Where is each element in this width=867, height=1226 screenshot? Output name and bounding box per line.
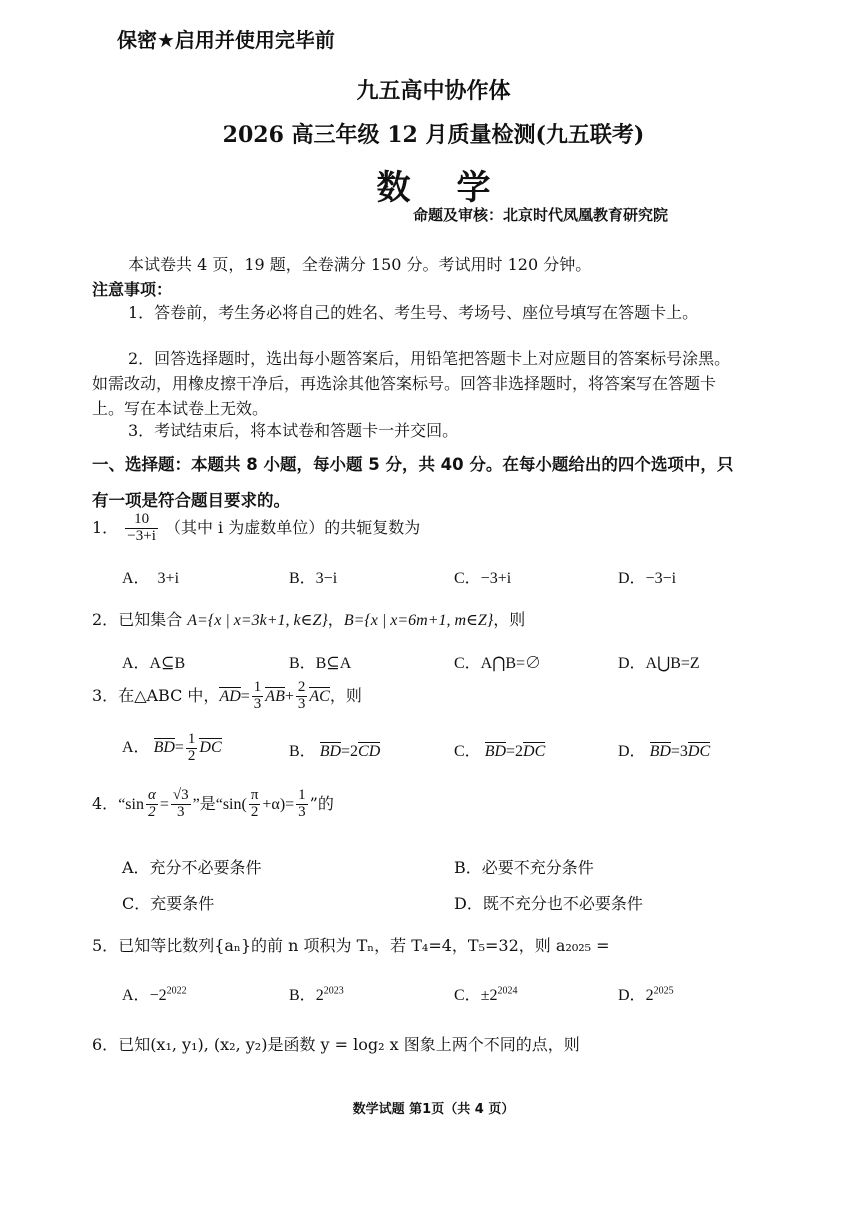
- option-label: C．: [454, 743, 481, 760]
- confidential-label: 保密★启用并使用完毕前: [117, 28, 335, 52]
- option-a: [122, 982, 187, 1005]
- fraction: [125, 512, 158, 545]
- question-6: [92, 1032, 580, 1055]
- option-c: C．充要条件: [122, 894, 215, 913]
- fraction-numerator: α: [147, 787, 156, 803]
- question-number: 1．: [92, 517, 119, 537]
- note-item: 1．答卷前，考生务必将自己的姓名、考生号、考场号、座位号填写在答题卡上。: [128, 303, 699, 322]
- equals: =: [174, 738, 184, 756]
- fraction: [296, 788, 308, 821]
- fraction-denominator: 2: [250, 803, 259, 820]
- question-text-tail: ，则: [329, 685, 362, 705]
- option-d: D．−3−i: [618, 570, 677, 587]
- fraction-denominator: 2: [148, 803, 156, 820]
- option-exponent: 2023: [323, 985, 344, 997]
- fraction-denominator: 3: [297, 695, 306, 712]
- vector-dc: DC: [199, 738, 222, 756]
- page-footer: 数学试题 第1页（共 4 页）: [352, 1102, 515, 1117]
- option-label: D．: [618, 743, 646, 760]
- option-label: C．: [454, 987, 481, 1004]
- question-1: [92, 512, 420, 545]
- fraction-numerator: 1: [187, 731, 196, 747]
- option-label: A．: [122, 987, 150, 1004]
- author-line: 命题及审核：北京时代凤凰教育研究院: [413, 206, 669, 224]
- vector-dc: DC: [523, 743, 546, 760]
- vector-ab: AB: [265, 687, 285, 705]
- vector-bd: BD: [484, 743, 507, 760]
- vector-bd: BD: [319, 743, 342, 760]
- vector-ad: AD: [219, 687, 241, 705]
- fraction: [249, 788, 261, 821]
- question-2: [92, 607, 525, 630]
- option-a: A．A⊆B: [122, 655, 186, 672]
- subject-title: 数学: [376, 168, 537, 208]
- option-base: ±2: [480, 987, 498, 1004]
- option-a: A． 3+i: [122, 570, 180, 587]
- fraction-numerator: 2: [297, 679, 306, 695]
- question-text-tail: ，则: [493, 610, 526, 629]
- option-d: [618, 982, 674, 1005]
- option-exponent: 2025: [653, 985, 674, 997]
- fraction: [252, 680, 264, 713]
- sin-open: “sin: [118, 795, 144, 813]
- option-label: D．: [618, 987, 646, 1004]
- option-label: B．: [289, 987, 316, 1004]
- notes-title: 注意事项：: [92, 280, 173, 299]
- question-3: [92, 680, 362, 713]
- fraction: [171, 788, 191, 821]
- equals: =2: [506, 743, 524, 760]
- question-number: 3．: [92, 685, 119, 705]
- question-text: 已知集合: [118, 610, 188, 629]
- fraction-denominator: 2: [187, 747, 196, 764]
- question-number: 6．: [92, 1035, 119, 1054]
- equals: =3: [670, 743, 688, 760]
- section-title: 一、选择题：本题共 8 小题，每小题 5 分，共 40 分。在每小题给出的四个选项中，只有一项是符合题目要求的。: [92, 455, 734, 510]
- exam-title: 2026 高三年级 12 月质量检测(九五联考): [222, 122, 645, 148]
- question-text: （其中 i 为虚数单位）的共轭复数为: [164, 517, 421, 537]
- question-number: 5．: [92, 936, 119, 955]
- set-b: B={x | x=6m+1, m∈Z}: [343, 612, 494, 629]
- fraction-denominator: 3: [298, 803, 306, 820]
- fraction: [146, 788, 158, 821]
- option-exponent: 2022: [166, 985, 187, 997]
- equals: =: [240, 687, 250, 705]
- fraction-denominator: 3: [253, 695, 262, 712]
- plus: +: [284, 687, 294, 705]
- question-4: [92, 788, 334, 821]
- option-d: [618, 738, 710, 761]
- note-item: 3．考试结束后，将本试卷和答题卡一并交回。: [128, 421, 459, 440]
- option-b: B．B⊆A: [289, 655, 352, 672]
- option-d: D．既不充分也不必要条件: [454, 894, 643, 913]
- vector-cd: CD: [358, 743, 381, 760]
- question-number: 2．: [92, 610, 119, 629]
- option-b: [289, 982, 344, 1005]
- option-exponent: 2024: [497, 985, 518, 997]
- fraction-denominator: 3: [176, 803, 185, 820]
- option-label: B．: [289, 743, 316, 760]
- option-base: 2: [645, 987, 654, 1004]
- question-number: 4．: [92, 793, 119, 813]
- option-c: [454, 982, 517, 1005]
- option-a: [122, 732, 222, 765]
- fraction-numerator: 1: [253, 679, 262, 695]
- option-base: −2: [149, 987, 167, 1004]
- set-a: A={x | x=3k+1, k∈Z}: [187, 612, 328, 629]
- option-b: B．必要不充分条件: [454, 858, 594, 877]
- fraction-numerator: 1: [298, 787, 306, 803]
- plus-alpha: +α)=: [262, 795, 295, 813]
- option-c: [454, 738, 545, 761]
- fraction-numerator: √3: [172, 787, 189, 803]
- vector-dc: DC: [687, 743, 711, 760]
- option-b: [289, 738, 380, 761]
- fraction-numerator: 10: [125, 512, 158, 529]
- equals: =2: [341, 743, 359, 760]
- question-text: 在△ABC 中，: [118, 685, 220, 705]
- option-base: 2: [315, 987, 324, 1004]
- question-5: [92, 933, 610, 956]
- equals: =: [159, 795, 169, 813]
- question-text: ”是“sin(: [192, 795, 247, 813]
- note-item: 2．回答选择题时，选出每小题答案后，用铅笔把答题卡上对应题目的答案标号涂黑。如需改动，用橡皮擦干净后，再选涂其他答案标号。回答非选择题时，将答案写在答题卡上。写在本试卷上无效。: [92, 349, 731, 418]
- option-label: A．: [122, 738, 150, 756]
- question-text: 已知等比数列{aₙ}的前 n 项积为 Tₙ，若 T₄=4，T₅=32，则 a₂₀₂₅ =: [118, 936, 610, 955]
- separator: ，: [327, 610, 344, 629]
- option-b: B．3−i: [289, 570, 338, 587]
- organization-title: 九五高中协作体: [356, 78, 511, 104]
- option-d: D．A⋃B=Z: [618, 655, 700, 672]
- question-text-tail: ”的: [309, 793, 334, 813]
- vector-bd: BD: [153, 738, 175, 756]
- vector-ac: AC: [309, 687, 330, 705]
- exam-summary: 本试卷共 4 页，19 题，全卷满分 150 分。考试用时 120 分钟。: [128, 255, 592, 274]
- option-a: A．充分不必要条件: [122, 858, 262, 877]
- option-c: C．A⋂B=∅: [454, 655, 542, 672]
- vector-bd: BD: [649, 743, 671, 760]
- option-c: C．−3+i: [454, 570, 512, 587]
- fraction: [296, 680, 308, 713]
- question-text: 已知(x₁, y₁), (x₂, y₂)是函数 y = log₂ x 图象上两个不同的点，则: [118, 1035, 580, 1054]
- fraction: [186, 732, 198, 765]
- fraction-denominator: −3+i: [127, 527, 156, 544]
- fraction-numerator: π: [250, 787, 259, 803]
